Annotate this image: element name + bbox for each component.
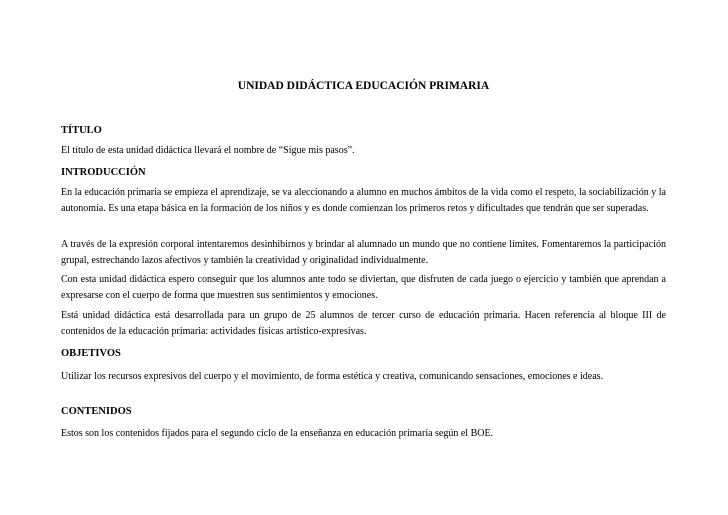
paragraph-contenidos: Estos son los contenidos fijados para el segundo ciclo de la enseñanza en educación primaria según el BOE. <box>61 428 494 439</box>
paragraph-introduccion-1: En la educación primaria se empieza el aprendizaje, se va aleccionando a alumno en muchos ámbitos de la vida como el respeto, la sociabilización y la autonomía. Es una etapa básica en la formación de los niños y es donde comienzan los primeros retos y dificultades que tendrán que ser superadas. <box>61 187 666 214</box>
paragraph-objetivos: Utilizar los recursos expresivos del cuerpo y el movimiento, de forma estética y creativa, comunicando sensaciones, emociones e ideas. <box>61 371 604 382</box>
paragraph-introduccion-4: Está unidad didáctica está desarrollada para un grupo de 25 alumnos de tercer curso de educación primaria. Hacen referencia al bloque III de contenidos de la educación primaria: actividades físicas artístico-expresivas. <box>61 310 666 337</box>
paragraph-introduccion-3: Con esta unidad didáctica espero conseguir que los alumnos ante todo se diviertan, que disfruten de cada juego o ejercicio y también que aprendan a expresarse con el cuerpo de forma que muestren sus sentimientos y emociones. <box>61 274 666 301</box>
paragraph-introduccion-2: A través de la expresión corporal intentaremos desinhibirnos y brindar al alumnado un mundo que no contiene límites. Fomentaremos la participación grupal, estrechando lazos afectivos y también la creatividad y originalidad individualmente. <box>61 239 666 266</box>
paragraph-titulo: El título de esta unidad didáctica llevará el nombre de “Sigue mis pasos”. <box>61 145 355 156</box>
section-heading-objetivos: OBJETIVOS <box>61 348 121 359</box>
section-heading-titulo: TÍTULO <box>61 125 102 136</box>
section-heading-introduccion: INTRODUCCIÓN <box>61 167 146 178</box>
section-heading-contenidos: CONTENIDOS <box>61 406 132 417</box>
document-title: UNIDAD DIDÁCTICA EDUCACIÓN PRIMARIA <box>237 80 490 92</box>
